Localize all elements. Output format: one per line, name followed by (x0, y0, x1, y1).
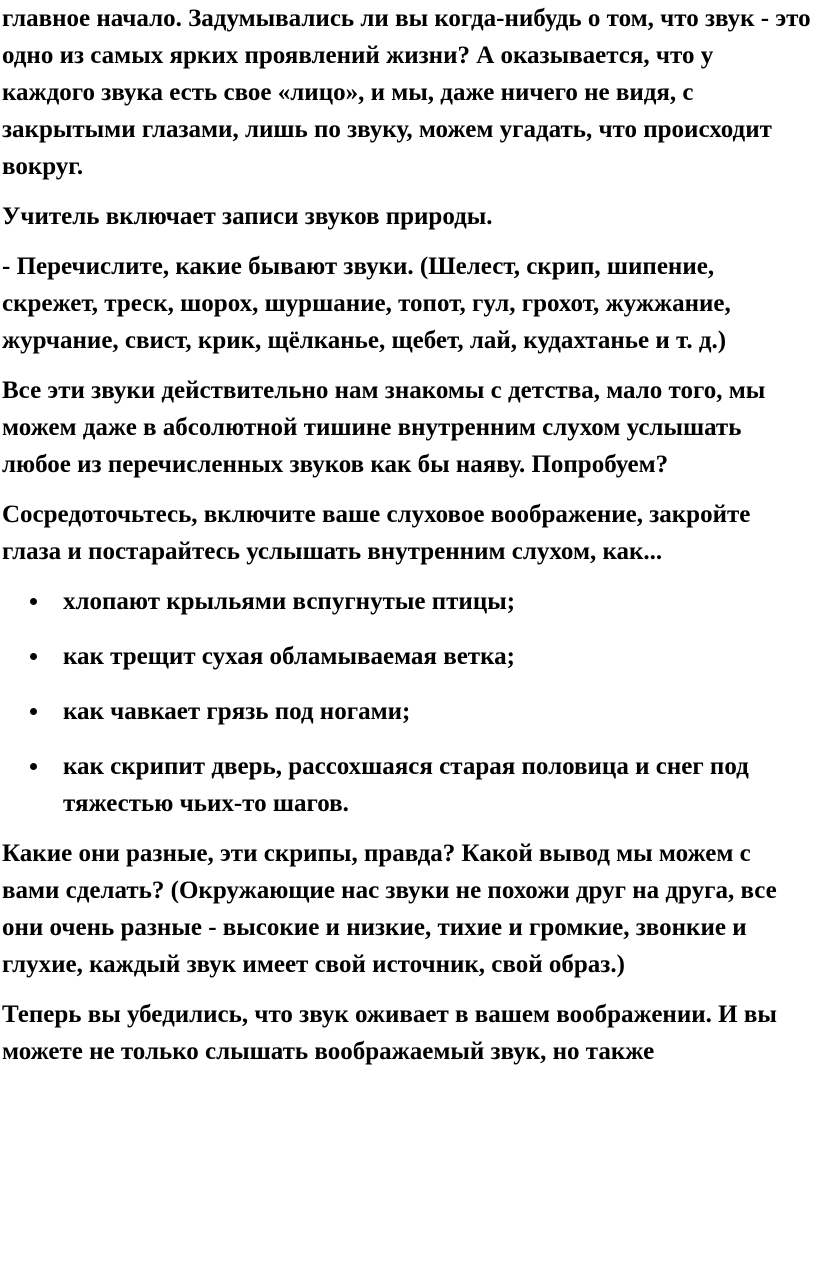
paragraph-intro: главное начало. Задумывались ли вы когда-нибудь о том, что звук - это одно из самых ярких проявлений жизни? А оказывается, что у каждого звука есть свое «лицо», и мы, даже ничего не видя, с закрытыми глазами, лишь по звуку, можем угадать, что происходит вокруг. (2, 5, 811, 180)
paragraph-concentrate: Сосредоточьтесь, включите ваше слуховое воображение, закройте глаза и постарайтесь услышать внутренним слухом, как... (2, 501, 751, 565)
bullet-icon (30, 763, 37, 770)
list-item-text: хлопают крыльями вспугнутые птицы; (63, 588, 516, 615)
paragraph-sounds-list: - Перечислите, какие бывают звуки. (Шелест, скрип, шипение, скрежет, треск, шорох, шуршание, топот, гул, грохот, жужжание, журчание, свист, крик, щёлканье, щебет, лай, кудахтанье и т. д.) (2, 253, 731, 354)
bullet-list (2, 583, 812, 822)
bullet-icon (30, 708, 37, 715)
paragraph-conclusion: Какие они разные, эти скрипы, правда? Какой вывод мы можем с вами сделать? (Окружающие нас звуки не похожи друг на друга, все они очень разные - высокие и низкие, тихие и громкие, звонкие и глухие, каждый звук имеет свой источник, свой образ.) (2, 840, 777, 978)
paragraph-teacher-action: Учитель включает записи звуков природы. (2, 203, 493, 230)
paragraph-imagination: Теперь вы убедились, что звук оживает в вашем воображении. И вы можете не только слышать воображаемый звук, но также (2, 1001, 777, 1065)
list-item (2, 638, 812, 675)
bullet-icon (30, 598, 37, 605)
list-item-text: как скрипит дверь, рассохшаяся старая половица и снег под тяжестью чьих-то шагов. (63, 753, 749, 817)
list-item (2, 748, 812, 822)
list-item-text: как чавкает грязь под ногами; (63, 698, 411, 725)
paragraph-familiar-sounds: Все эти звуки действительно нам знакомы с детства, мало того, мы можем даже в абсолютной тишине внутренним слухом услышать любое из перечисленных звуков как бы наяву. Попробуем? (2, 377, 766, 478)
document-page (2, 0, 812, 1083)
list-item (2, 583, 812, 620)
bullet-icon (30, 653, 37, 660)
list-item (2, 693, 812, 730)
list-item-text: как трещит сухая обламываемая ветка; (63, 643, 515, 670)
